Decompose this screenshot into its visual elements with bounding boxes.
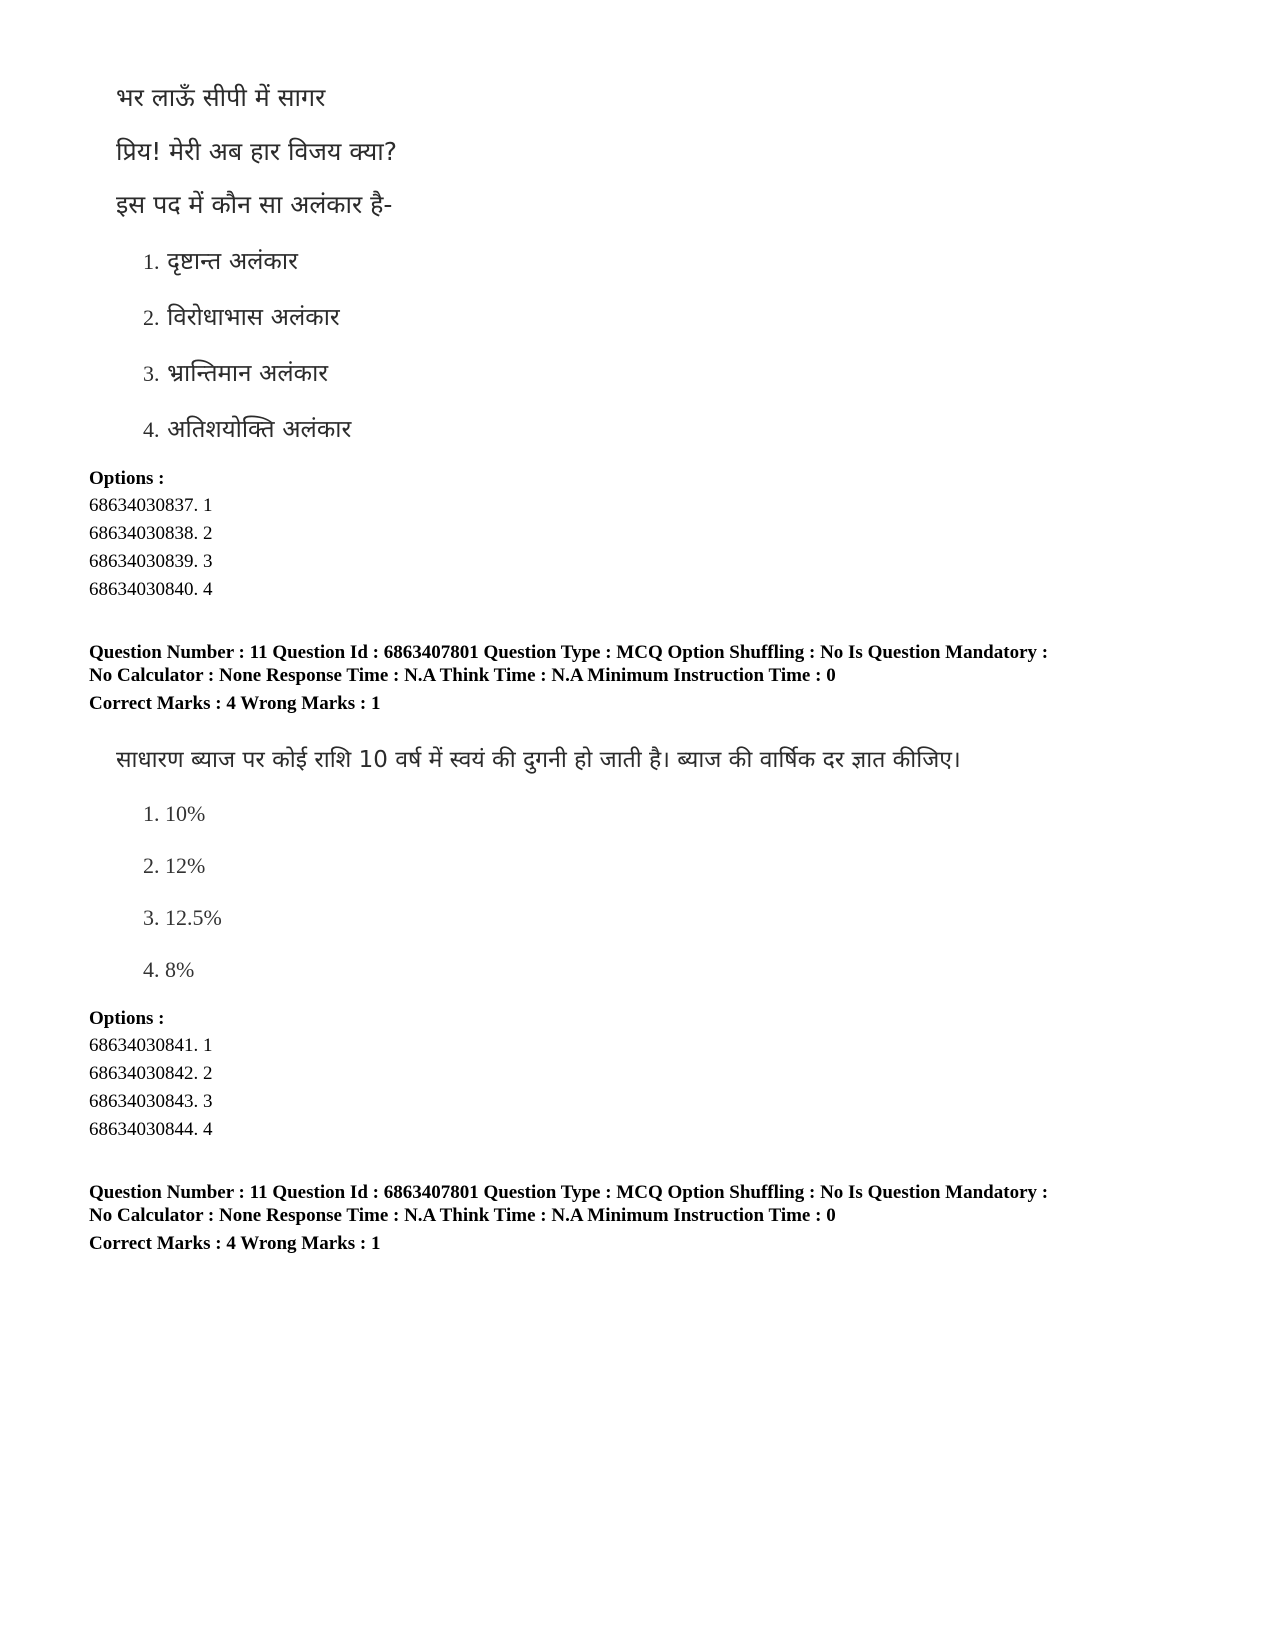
answer-choice-text: अतिशयोक्ति अलंकार (167, 415, 352, 443)
answer-choice: 4. 8% (143, 957, 195, 982)
option-id-line: 68634030838. 2 (89, 523, 213, 544)
answer-choice (143, 358, 328, 389)
answer-choice-text: विरोधाभास अलंकार (167, 303, 340, 331)
question-meta-line: No Calculator : None Response Time : N.A Think Time : N.A Minimum Instruction Time : 0 (89, 1205, 836, 1226)
options-label: Options : (89, 1008, 165, 1029)
answer-choice-number: 3. (143, 361, 160, 386)
question-meta-line: Question Number : 11 Question Id : 6863407801 Question Type : MCQ Option Shuffling : No Is Question Mandatory : (89, 642, 1049, 663)
answer-choice: 3. 12.5% (143, 905, 222, 930)
options-label: Options : (89, 468, 165, 489)
question-meta-line: No Calculator : None Response Time : N.A Think Time : N.A Minimum Instruction Time : 0 (89, 665, 836, 686)
question-marks: Correct Marks : 4 Wrong Marks : 1 (89, 693, 381, 714)
answer-choice-number: 2. (143, 305, 160, 330)
answer-choice (143, 246, 298, 277)
answer-choice: 2. 12% (143, 853, 206, 878)
option-id-line: 68634030841. 1 (89, 1035, 213, 1056)
answer-choice (143, 414, 351, 445)
answer-choice-text: दृष्टान्त अलंकार (167, 247, 298, 275)
answer-choice: 1. 10% (143, 801, 206, 826)
option-id-line: 68634030843. 3 (89, 1091, 213, 1112)
option-id-line: 68634030839. 3 (89, 551, 213, 572)
question-text-line: साधारण ब्याज पर कोई राशि 10 वर्ष में स्वयं की दुगनी हो जाती है। ब्याज की वार्षिक दर ज्ञात कीजिए। (116, 747, 961, 773)
option-id-line: 68634030842. 2 (89, 1063, 213, 1084)
answer-choice-number: 1. (143, 249, 160, 274)
question-marks: Correct Marks : 4 Wrong Marks : 1 (89, 1233, 381, 1254)
question-text-line: प्रिय! मेरी अब हार विजय क्या? (116, 137, 398, 166)
question-text-line: इस पद में कौन सा अलंकार है- (116, 190, 393, 219)
option-id-line: 68634030844. 4 (89, 1119, 213, 1140)
answer-choice-number: 4. (143, 417, 160, 442)
answer-choice-text: भ्रान्तिमान अलंकार (167, 359, 329, 387)
question-text-line: भर लाऊँ सीपी में सागर (116, 83, 326, 112)
question-meta-line: Question Number : 11 Question Id : 6863407801 Question Type : MCQ Option Shuffling : No Is Question Mandatory : (89, 1182, 1049, 1203)
answer-choice (143, 302, 340, 333)
option-id-line: 68634030837. 1 (89, 495, 213, 516)
option-id-line: 68634030840. 4 (89, 579, 213, 600)
